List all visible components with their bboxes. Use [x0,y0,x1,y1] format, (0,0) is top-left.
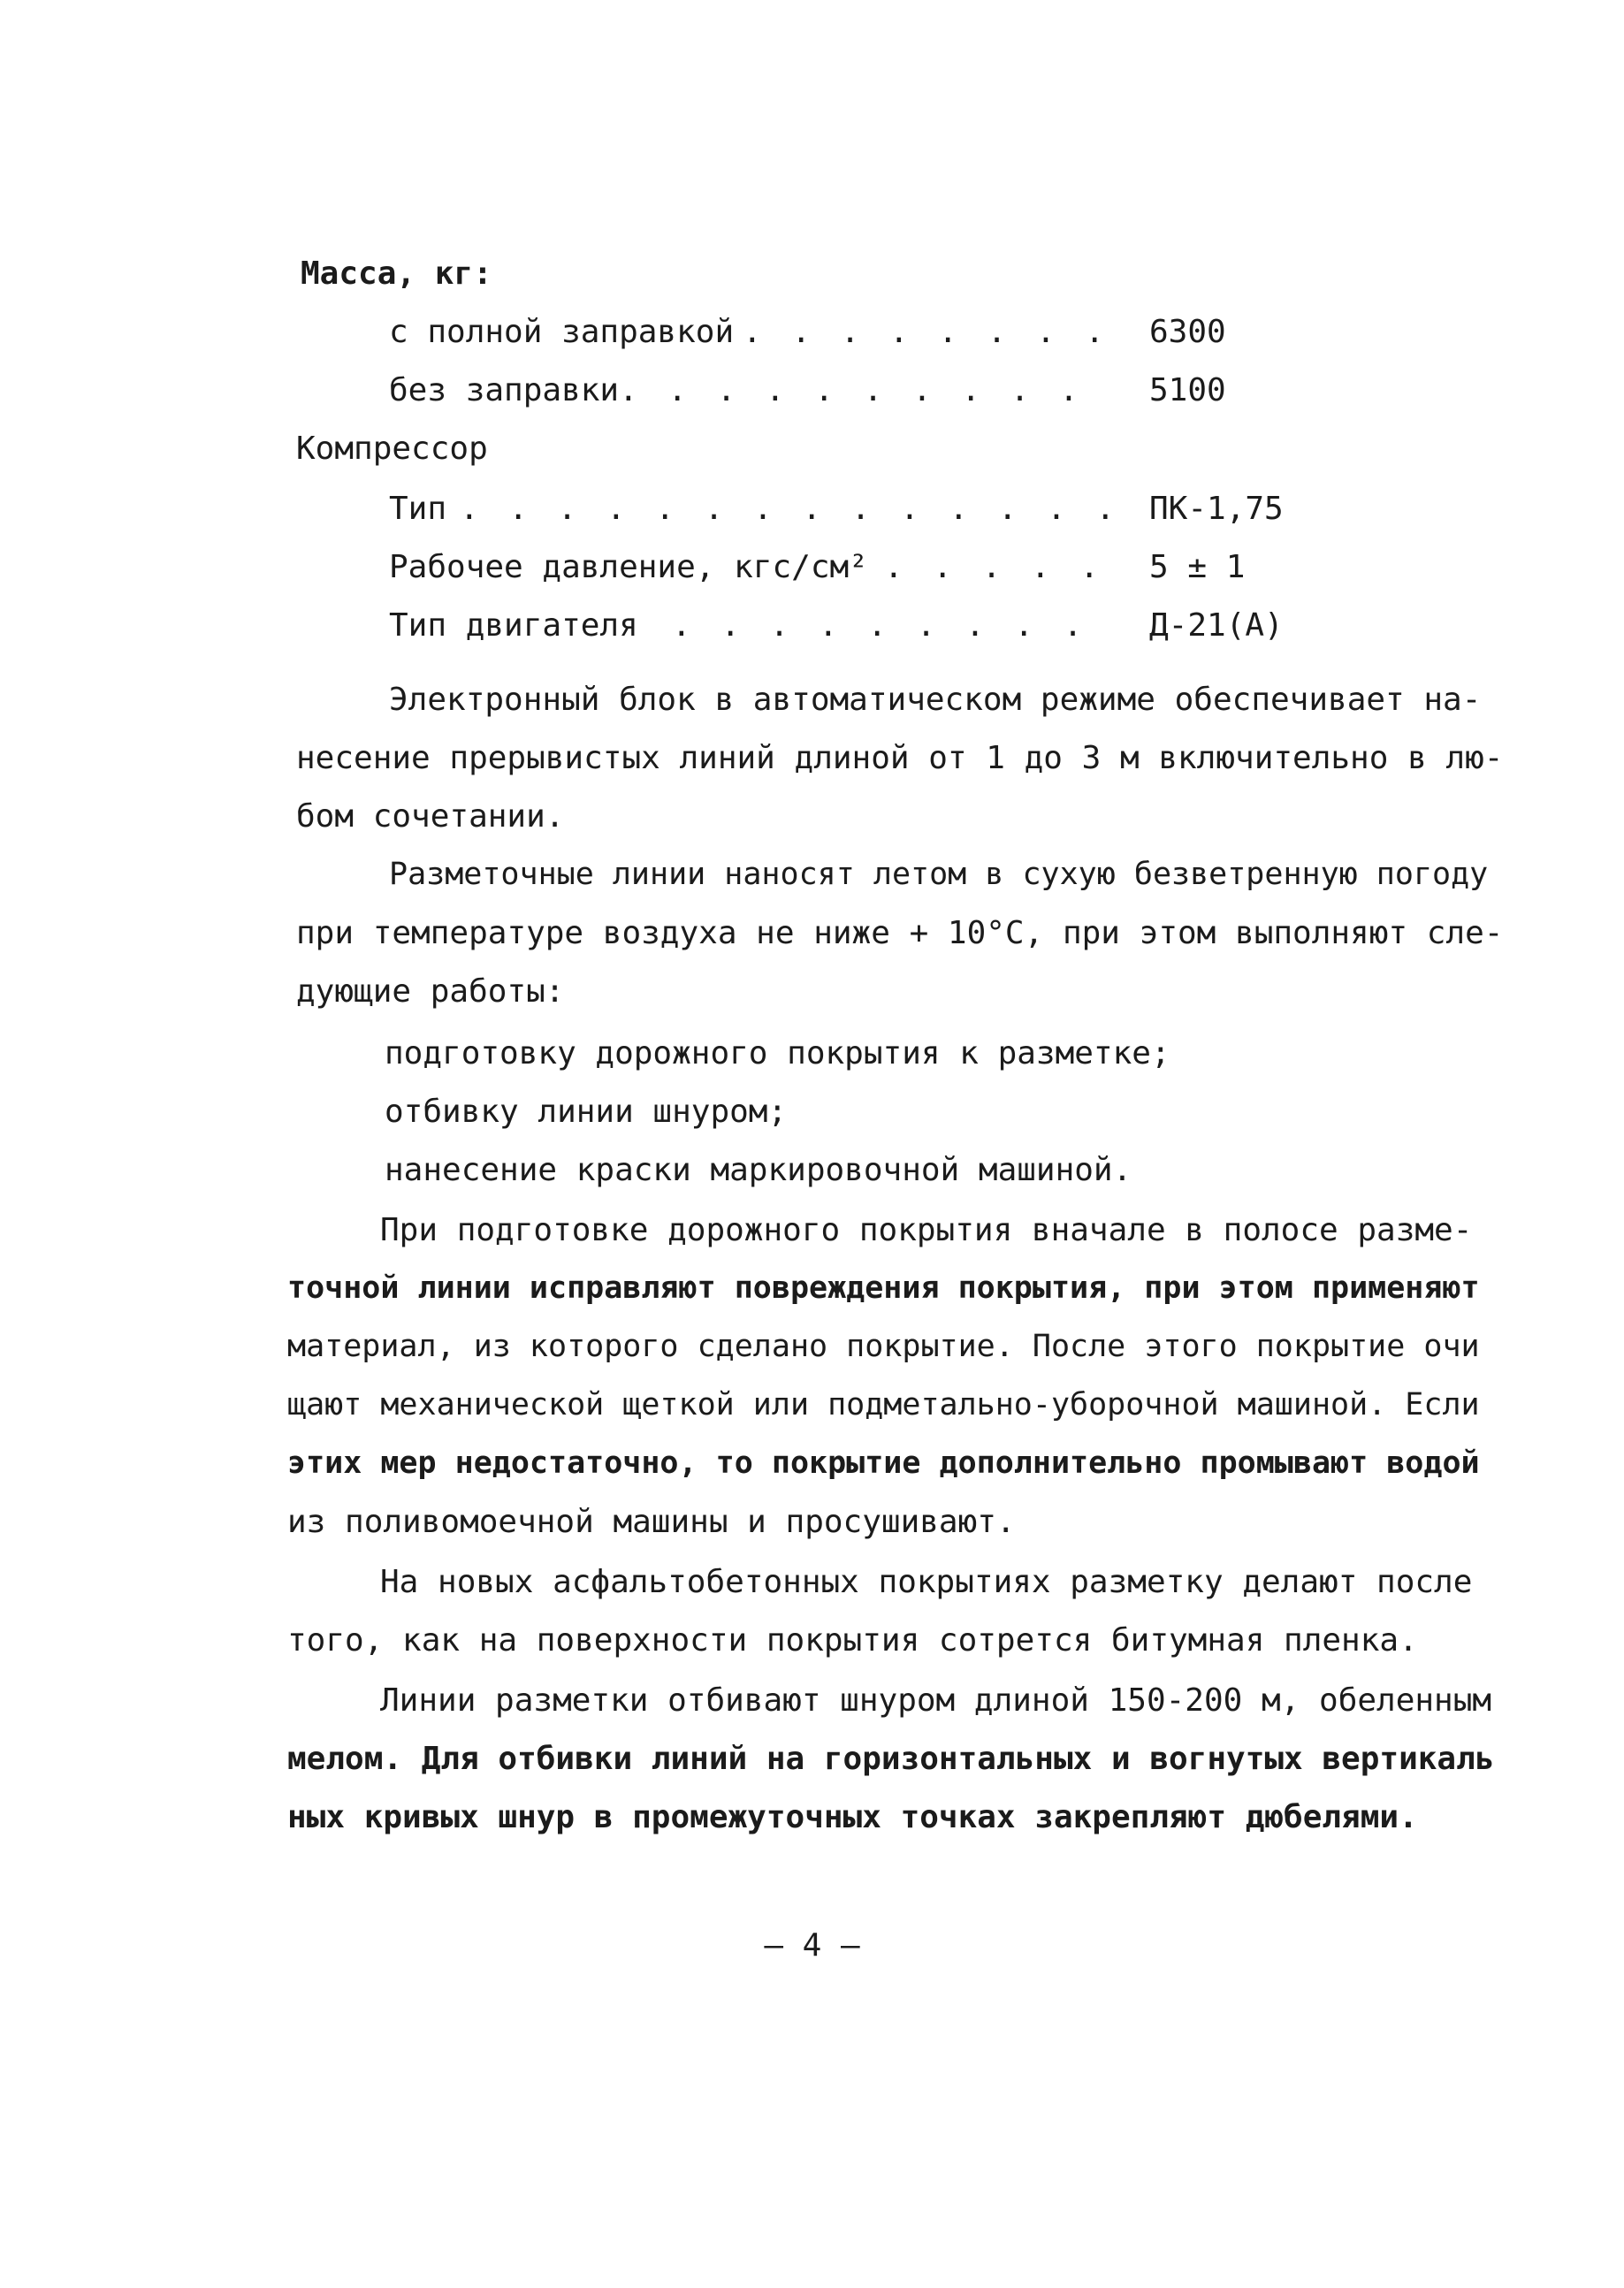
p4-line-2: того, как на поверхности покрытия сотрется битумная пленка. [287,1622,1418,1659]
engine-label: Тип двигателя [389,607,638,644]
p3-line-1: При подготовке дорожного покрытия вначале в полосе разме- [380,1212,1473,1248]
p3-line-3: материал, из которого сделано покрытие. После этого покрытие очи [287,1329,1480,1364]
full-fuel-value: 6300 [1149,314,1226,350]
p3-line-5: этих мер недостаточно, то покрытие дополнительно промывают водой [287,1445,1480,1481]
pressure-leader: . . . . . [884,549,1105,585]
mass-heading: Масса, кг: [301,255,492,292]
p1-line-2: несение прерывистых линий длиной от 1 до 3 м включительно в лю- [296,740,1504,776]
full-fuel-label: с полной заправкой [389,314,735,350]
p3-line-6: из поливомоечной машины и просушивают. [287,1504,1016,1540]
type-value: ПК-1,75 [1149,491,1284,527]
type-leader: . . . . . . . . . . . . . . [460,491,1121,527]
compressor-heading: Компрессор [296,431,488,467]
p3-line-2: точной линии исправляют повреждения покрытия, при этом применяют [287,1270,1480,1306]
engine-value: Д-21(А) [1149,607,1284,644]
p5-line-3: ных кривых шнур в промежуточных точках закрепляют дюбелями. [287,1799,1418,1835]
p2-line-1: Разметочные линии наносят летом в сухую безветренную погоду [389,857,1489,892]
p1-line-1: Электронный блок в автоматическом режиме обеспечивает на- [389,682,1482,718]
pressure-value: 5 ± 1 [1149,549,1246,585]
list-item-1: подготовку дорожного покрытия к разметке; [385,1035,1170,1072]
type-label: Тип [389,491,447,527]
no-fuel-value: 5100 [1149,372,1226,408]
no-fuel-leader: . . . . . . . . . . [619,372,1084,408]
list-item-3: нанесение краски маркировочной машиной. [385,1152,1132,1188]
full-fuel-leader: . . . . . . . . [743,314,1110,350]
pressure-label: Рабочее давление, кгс/см² [389,549,868,585]
engine-leader: . . . . . . . . . [672,607,1088,644]
p2-line-3: дующие работы: [296,973,565,1010]
p5-line-2: мелом. Для отбивки линий на горизонтальных и вогнутых вертикаль [287,1741,1495,1777]
p1-line-3: бом сочетании. [296,798,565,835]
page-number: – 4 – [764,1927,860,1964]
p2-line-2: при температуре воздуха не ниже + 10°С, при этом выполняют сле- [296,915,1504,951]
p3-line-4: щают механической щеткой или подметально-уборочной машиной. Если [287,1387,1480,1422]
p4-line-1: На новых асфальтобетонных покрытиях разметку делают после [380,1564,1473,1600]
list-item-2: отбивку линии шнуром; [385,1094,788,1130]
no-fuel-label: без заправки [389,372,620,408]
p5-line-1: Линии разметки отбивают шнуром длиной 150-200 м, обеленным [380,1682,1492,1719]
